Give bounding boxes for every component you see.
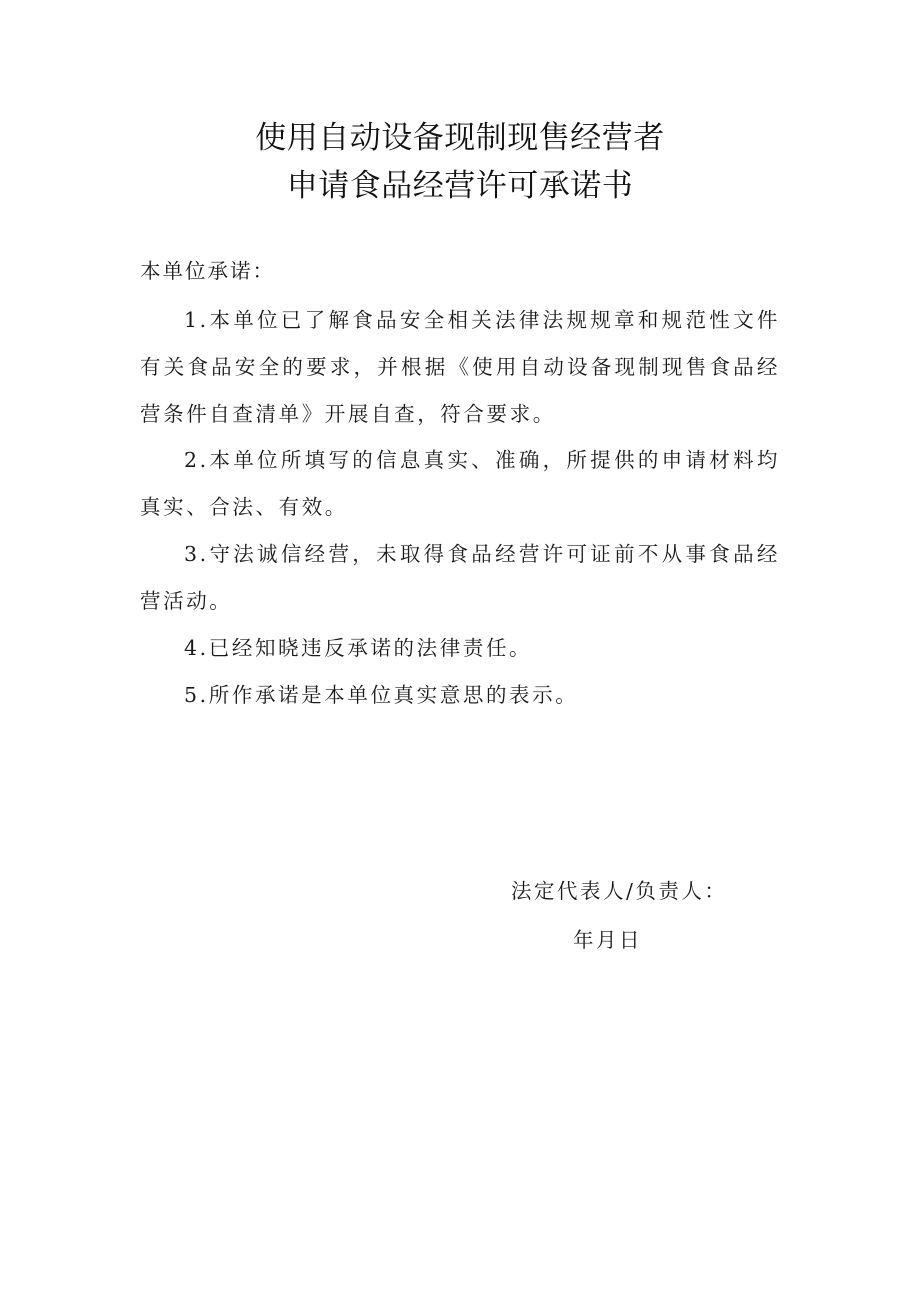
commitment-clause-2: 2.本单位所填写的信息真实、准确，所提供的申请材料均真实、合法、有效。	[140, 448, 780, 519]
document-title-line-1: 使用自动设备现制现售经营者	[255, 120, 665, 156]
document-title-line-2: 申请食品经营许可承诺书	[286, 168, 634, 204]
commitment-clause-4: 4.已经知晓违反承诺的法律责任。	[184, 636, 533, 660]
commitment-clause-1: 1.本单位已了解食品安全相关法律法规规章和规范性文件有关食品安全的要求，并根据《使用自动设备现制现售食品经营条件自查清单》开展自查，符合要求。	[140, 308, 780, 426]
commitment-clause-5: 5.所作承诺是本单位真实意思的表示。	[184, 683, 579, 707]
commitment-intro: 本单位承诺：	[140, 259, 275, 283]
commitment-clause-3: 3.守法诚信经营，未取得食品经营许可证前不从事食品经营活动。	[140, 542, 780, 613]
legal-representative-signature-label: 法定代表人/负责人：	[511, 879, 728, 903]
signature-date-label: 年月日	[573, 928, 642, 952]
